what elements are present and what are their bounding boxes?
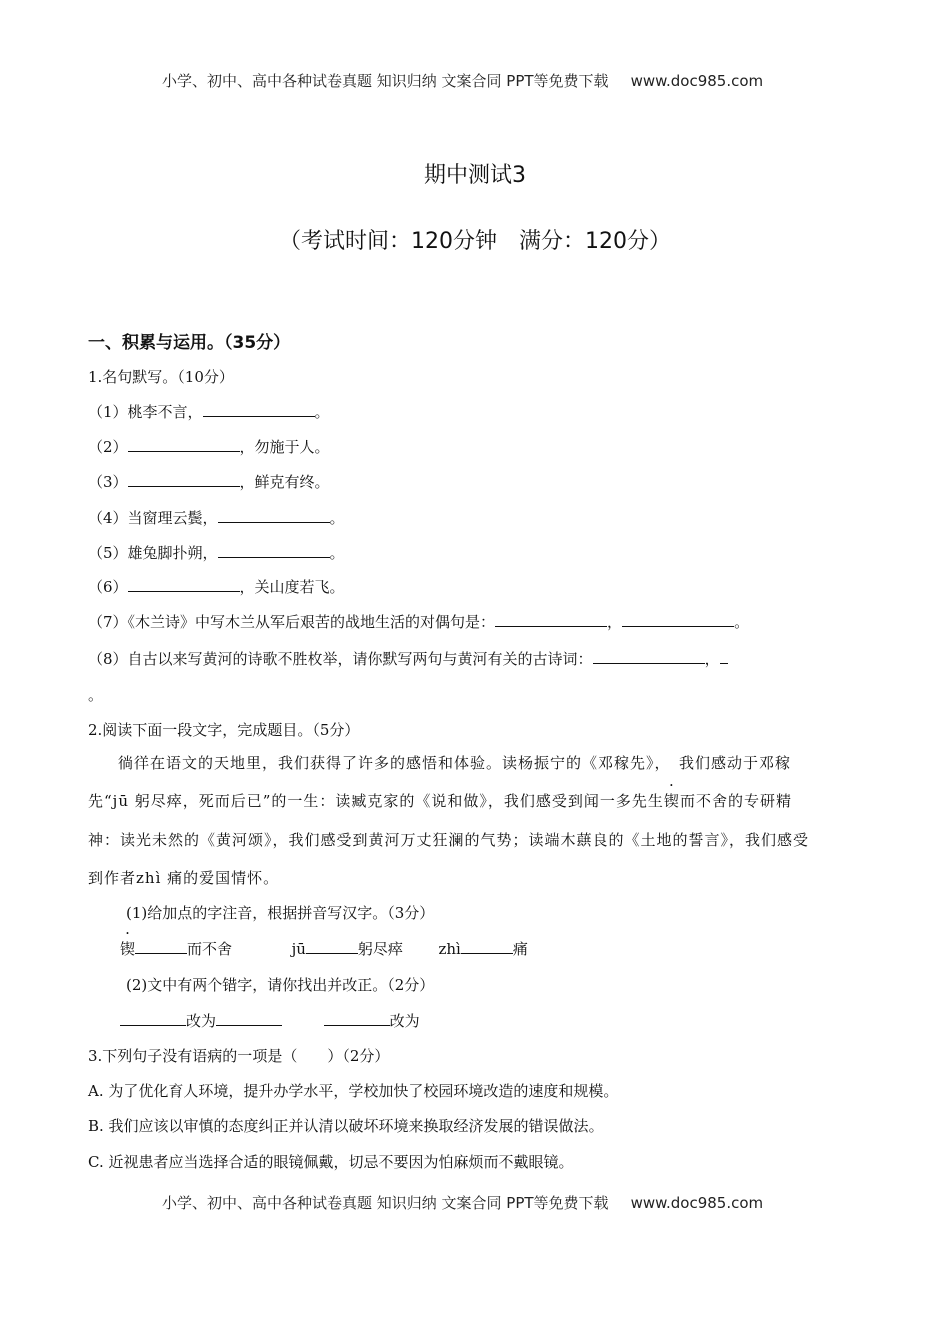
answer-blank[interactable]	[120, 1011, 186, 1026]
header-site: www.doc985.com	[630, 72, 764, 90]
answer-blank[interactable]	[720, 649, 728, 664]
fill-text: 而不舍	[187, 940, 233, 958]
passage-text: 而不舍的专研精	[679, 792, 792, 810]
fill-text: 痛	[512, 940, 528, 958]
question-1-item-3	[88, 471, 330, 492]
answer-blank[interactable]	[461, 939, 513, 954]
page-header	[162, 70, 763, 91]
dotted-character: 锲	[663, 792, 680, 810]
item-text: 。	[329, 509, 345, 527]
item-text: ，	[607, 613, 623, 631]
answer-blank[interactable]	[593, 649, 705, 664]
answer-blank[interactable]	[495, 612, 607, 627]
passage-line-4: 到作者zhì 痛的爱国情怀。	[88, 869, 280, 887]
question-2-fill-row	[120, 938, 528, 959]
item-text: （8）自古以来写黄河的诗歌不胜枚举，请你默写两句与黄河有关的古诗词：	[88, 650, 593, 668]
answer-blank[interactable]	[218, 543, 330, 558]
item-text: 。	[734, 613, 750, 631]
question-3-stem: 3.下列句子没有语病的一项是（ ）（2分）	[88, 1047, 390, 1065]
answer-blank[interactable]	[128, 437, 240, 452]
item-text: （6）	[88, 578, 128, 596]
footer-site: www.doc985.com	[630, 1194, 764, 1212]
header-text: 小学、初中、高中各种试卷真题 知识归纳 文案合同 PPT等免费下载	[162, 72, 609, 90]
question-1-item-6	[88, 576, 345, 597]
option-a[interactable]: A. 为了优化育人环境，提升办学水平，学校加快了校园环境改造的速度和规模。	[88, 1082, 619, 1100]
item-text: （4）当窗理云鬓，	[88, 509, 218, 527]
question-1-item-5	[88, 542, 345, 563]
item-text: （5）雄兔脚扑朔，	[88, 544, 218, 562]
footer-text: 小学、初中、高中各种试卷真题 知识归纳 文案合同 PPT等免费下载	[162, 1194, 609, 1212]
answer-blank[interactable]	[128, 577, 240, 592]
option-b[interactable]: B. 我们应该以审慎的态度纠正并认清以破坏环境来换取经济发展的错误做法。	[88, 1117, 604, 1135]
passage-text: 先“jū 躬尽瘁，死而后已”的一生：读臧克家的《说和做》，我们感受到闻一多先生	[88, 792, 664, 810]
answer-blank[interactable]	[218, 508, 330, 523]
question-2-sub-1: (1)给加点的字注音，根据拼音写汉字。（3分）	[126, 904, 435, 922]
item-text: ，鲜克有终。	[239, 473, 330, 491]
dotted-character: 锲	[120, 940, 136, 958]
question-1-stem: 1.名句默写。（10分）	[88, 368, 234, 386]
question-2-stem: 2.阅读下面一段文字，完成题目。（5分）	[88, 721, 360, 739]
item-text: ，勿施于人。	[239, 438, 330, 456]
item-text: ，关山度若飞。	[239, 578, 345, 596]
passage-line-1: 徜徉在语文的天地里，我们获得了许多的感悟和体验。读杨振宁的《邓稼先》， 我们感动于邓稼	[118, 754, 792, 772]
item-text: ，	[704, 650, 720, 668]
question-1-item-7	[88, 611, 749, 632]
item-text: 。	[329, 544, 345, 562]
page-footer	[162, 1192, 763, 1213]
answer-blank[interactable]	[216, 1011, 282, 1026]
fill-text: 躬尽瘁	[357, 940, 403, 958]
section-heading: 一、积累与运用。（35分）	[88, 333, 291, 353]
fill-text: 改为	[389, 1012, 420, 1030]
question-2-correction-row	[120, 1010, 420, 1031]
answer-blank[interactable]	[324, 1011, 390, 1026]
item-text: 。	[314, 403, 330, 421]
item-text: （7）《木兰诗》中写木兰从军后艰苦的战地生活的对偶句是：	[88, 613, 496, 631]
option-c[interactable]: C. 近视患者应当选择合适的眼镜佩戴，切忌不要因为怕麻烦而不戴眼镜。	[88, 1153, 574, 1171]
fill-text: 改为	[186, 1012, 217, 1030]
answer-blank[interactable]	[203, 402, 315, 417]
question-1-item-4	[88, 507, 345, 528]
item-text: （3）	[88, 473, 128, 491]
question-1-item-1	[88, 401, 330, 422]
answer-blank[interactable]	[306, 939, 358, 954]
question-1-item-8-end: 。	[88, 686, 104, 704]
page-subtitle: （考试时间：120分钟 满分：120分）	[279, 229, 671, 254]
passage-line-2	[88, 790, 792, 811]
answer-blank[interactable]	[128, 472, 240, 487]
item-text: （2）	[88, 438, 128, 456]
fill-text: zhì	[438, 940, 461, 958]
question-1-item-2	[88, 436, 330, 457]
answer-blank[interactable]	[622, 612, 734, 627]
answer-blank[interactable]	[135, 939, 187, 954]
fill-text: jū	[291, 940, 306, 958]
item-text: （1）桃李不言，	[88, 403, 203, 421]
page-title: 期中测试3	[424, 163, 526, 188]
question-1-item-8	[88, 648, 728, 669]
question-2-sub-2: (2)文中有两个错字，请你找出并改正。（2分）	[126, 976, 435, 994]
passage-line-3: 神：读光未然的《黄河颂》，我们感受到黄河万丈狂澜的气势；读端木蕻良的《土地的誓言》，我们感受	[88, 831, 810, 849]
